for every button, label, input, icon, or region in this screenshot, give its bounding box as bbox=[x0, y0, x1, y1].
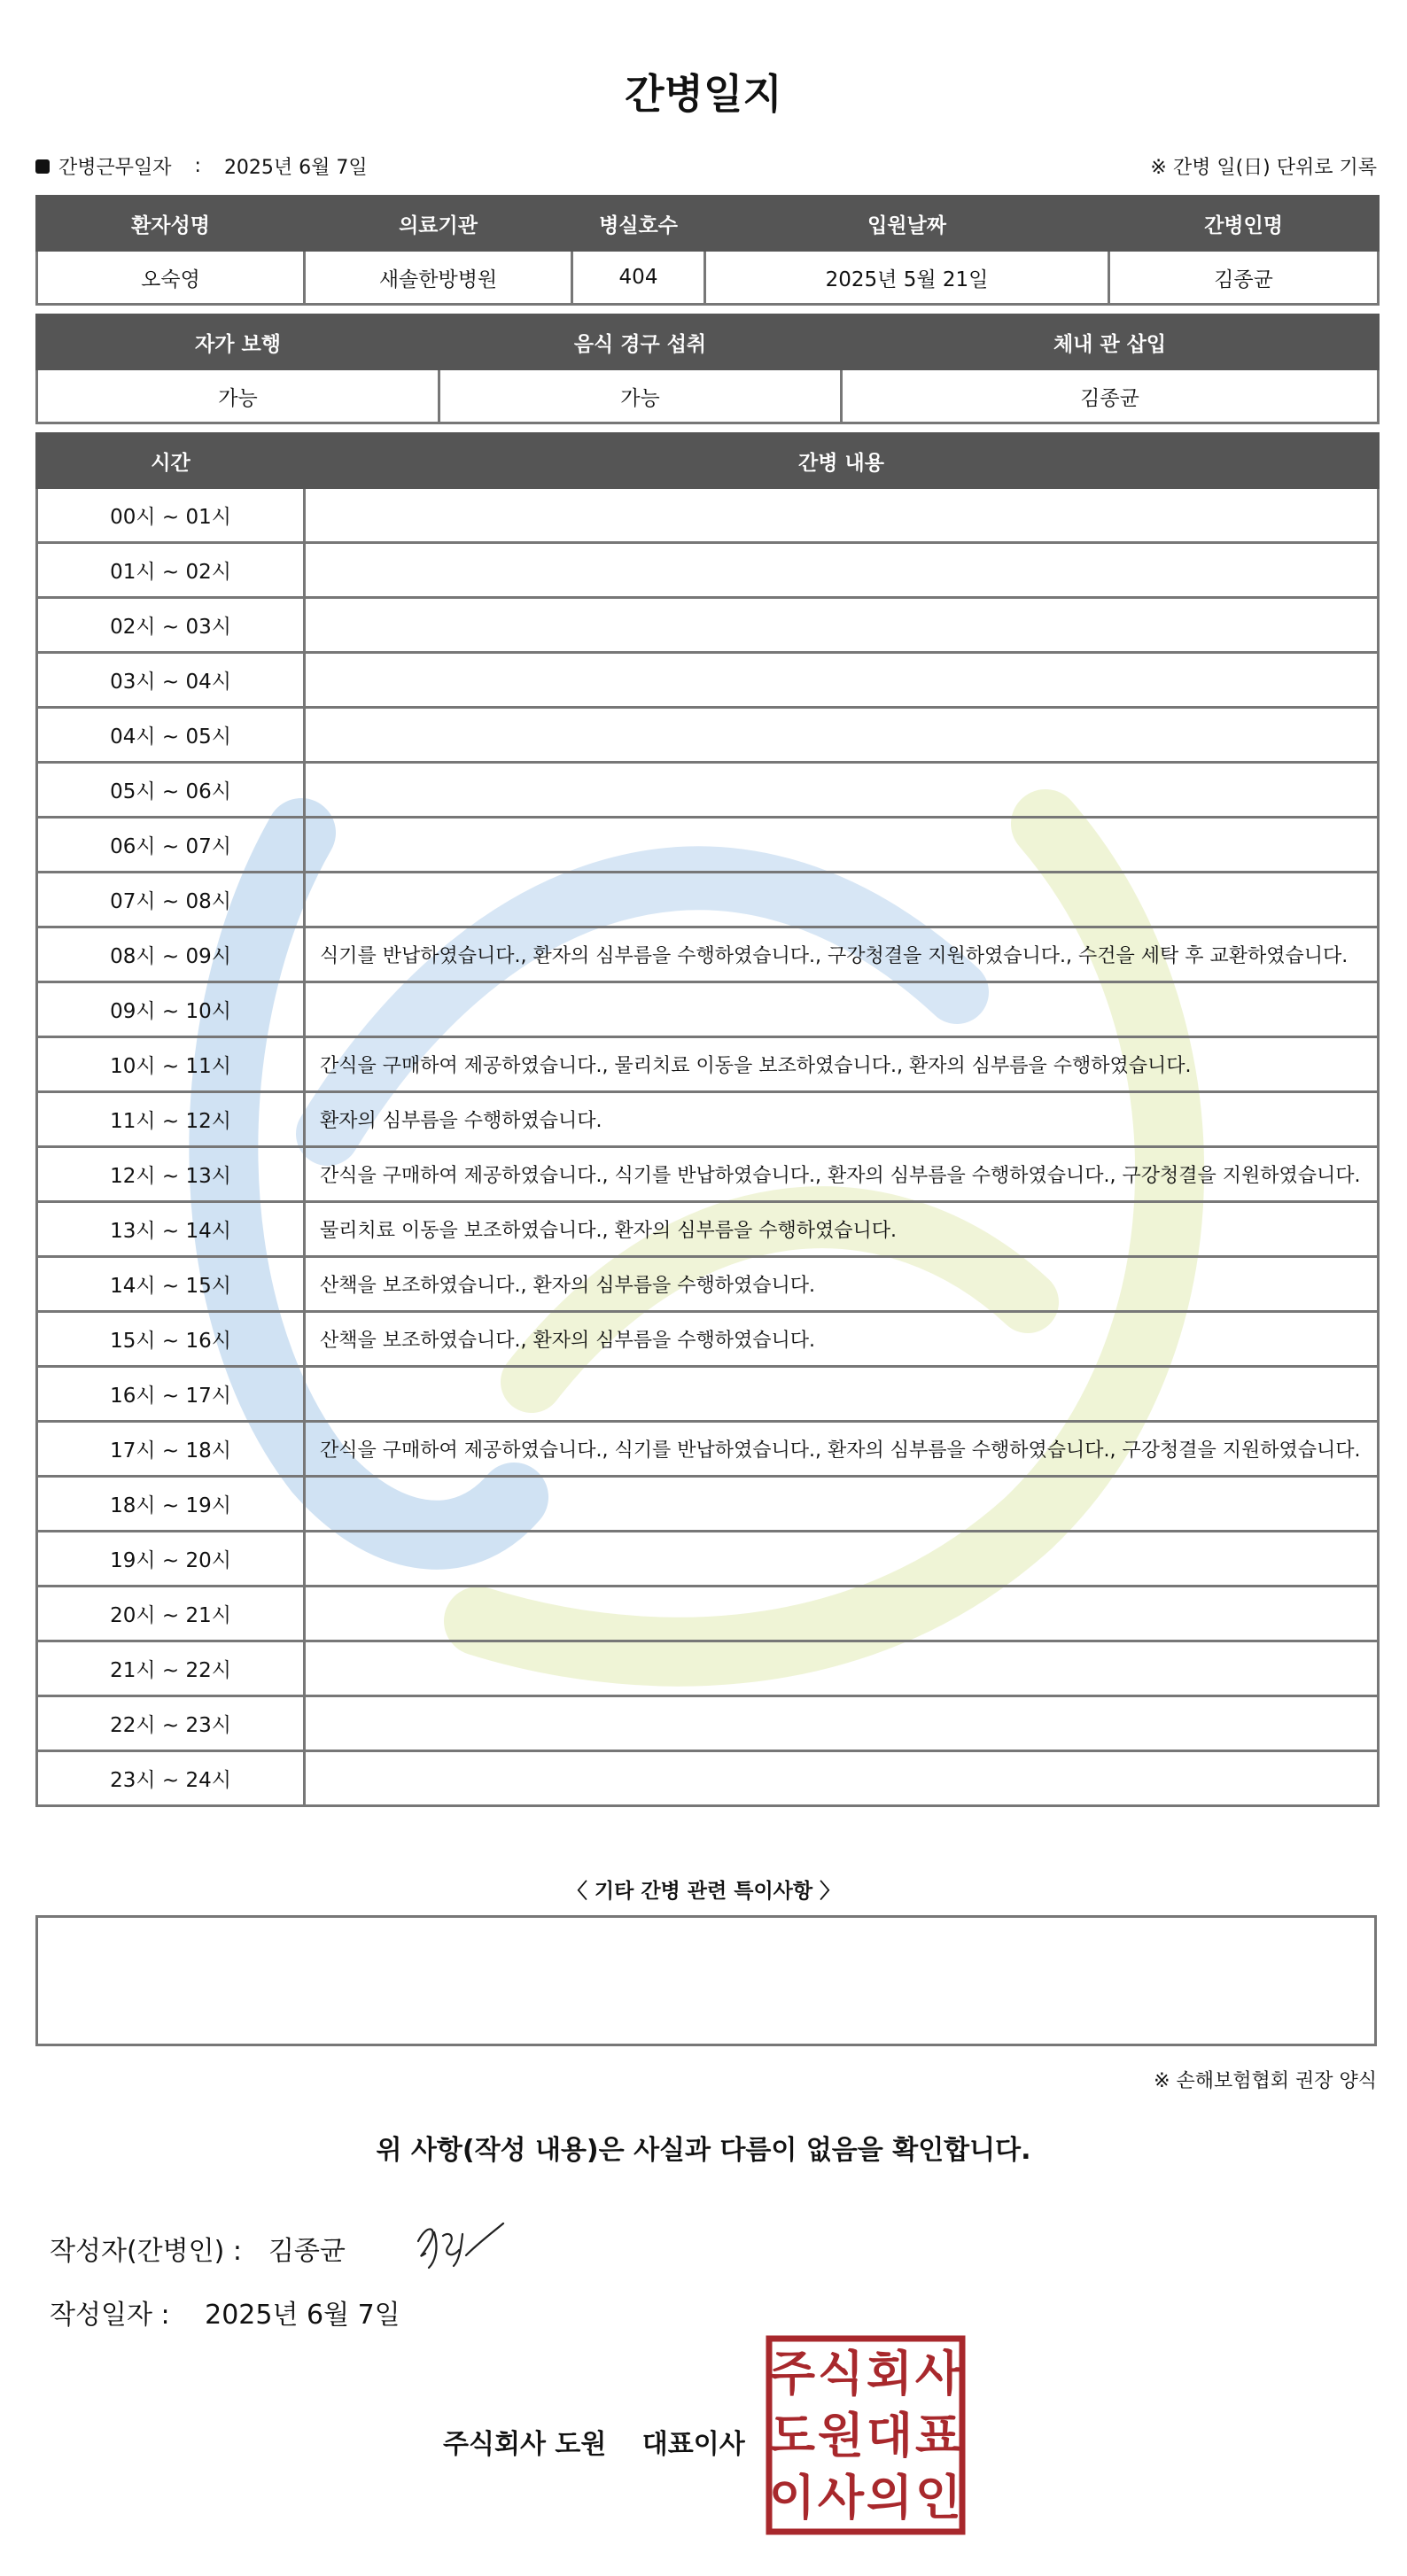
header-patient-name: 환자성명 bbox=[37, 197, 305, 251]
log-content bbox=[305, 873, 1379, 927]
log-header-row bbox=[37, 434, 1379, 488]
care-log-table bbox=[35, 432, 1380, 1807]
seal-character: 식 bbox=[817, 2346, 865, 2401]
seal-character: 대 bbox=[866, 2408, 913, 2463]
header-room: 병실호수 bbox=[572, 197, 705, 251]
recommend-note: ※ 손해보험협회 권장 양식 bbox=[1154, 2070, 1377, 2092]
oral-intake-status: 가능 bbox=[439, 369, 842, 423]
patient-info-table bbox=[35, 195, 1380, 306]
admission-date: 2025년 5월 21일 bbox=[705, 251, 1109, 305]
log-content bbox=[305, 708, 1379, 763]
status-header-row bbox=[37, 315, 1379, 369]
document-title: 간병일지 bbox=[625, 70, 782, 118]
log-time: 17시 ~ 18시 bbox=[37, 1422, 305, 1477]
log-row bbox=[37, 1202, 1379, 1257]
remarks-title: 〈 기타 간병 관련 특이사항 〉 bbox=[566, 1880, 841, 1903]
log-time: 12시 ~ 13시 bbox=[37, 1147, 305, 1202]
work-date-value: 2025년 6월 7일 bbox=[223, 157, 368, 179]
patient-header-row bbox=[37, 197, 1379, 251]
log-time: 22시 ~ 23시 bbox=[37, 1696, 305, 1751]
log-content: 물리치료 이동을 보조하였습니다., 환자의 심부름을 수행하였습니다. bbox=[305, 1202, 1379, 1257]
seal-character: 의 bbox=[866, 2470, 913, 2526]
patient-name: 오숙영 bbox=[37, 251, 305, 305]
log-content bbox=[305, 543, 1379, 598]
log-time: 15시 ~ 16시 bbox=[37, 1312, 305, 1367]
log-content: 산책을 보조하였습니다., 환자의 심부름을 수행하였습니다. bbox=[305, 1257, 1379, 1312]
company-name: 주식회사 도원 bbox=[443, 2429, 607, 2460]
header-time: 시간 bbox=[37, 434, 305, 488]
room-number: 404 bbox=[572, 251, 705, 305]
log-row bbox=[37, 1532, 1379, 1587]
work-date bbox=[35, 152, 368, 180]
log-row bbox=[37, 598, 1379, 653]
log-time: 09시 ~ 10시 bbox=[37, 982, 305, 1037]
log-time: 02시 ~ 03시 bbox=[37, 598, 305, 653]
log-content bbox=[305, 1641, 1379, 1696]
confirmation-statement: 위 사항(작성 내용)은 사실과 다름이 없음을 확인합니다. bbox=[376, 2135, 1031, 2166]
log-row bbox=[37, 1587, 1379, 1641]
log-time: 00시 ~ 01시 bbox=[37, 488, 305, 543]
log-row bbox=[37, 1257, 1379, 1312]
log-content: 환자의 심부름을 수행하였습니다. bbox=[305, 1092, 1379, 1147]
remarks-box bbox=[35, 1915, 1377, 2046]
log-content: 간식을 구매하여 제공하였습니다., 물리치료 이동을 보조하였습니다., 환자의 심부름을 수행하였습니다. bbox=[305, 1037, 1379, 1092]
unit-note: ※ 간병 일(日) 단위로 기록 bbox=[1150, 157, 1377, 179]
walking-status: 가능 bbox=[37, 369, 439, 423]
write-date-value: 2025년 6월 7일 bbox=[205, 2300, 400, 2331]
header-walking: 자가 보행 bbox=[37, 315, 439, 369]
log-content: 간식을 구매하여 제공하였습니다., 식기를 반납하였습니다., 환자의 심부름을 수행하였습니다., 구강청결을 지원하였습니다. bbox=[305, 1147, 1379, 1202]
header-care-content: 간병 내용 bbox=[305, 434, 1379, 488]
log-time: 03시 ~ 04시 bbox=[37, 653, 305, 708]
signature-image bbox=[408, 2215, 514, 2277]
log-row bbox=[37, 1367, 1379, 1422]
log-content bbox=[305, 1587, 1379, 1641]
log-row bbox=[37, 1477, 1379, 1532]
seal-character: 원 bbox=[817, 2408, 865, 2463]
seal-character: 도 bbox=[768, 2408, 816, 2463]
log-row bbox=[37, 1092, 1379, 1147]
log-time: 01시 ~ 02시 bbox=[37, 543, 305, 598]
log-content bbox=[305, 653, 1379, 708]
log-row bbox=[37, 488, 1379, 543]
log-row bbox=[37, 1037, 1379, 1092]
log-content bbox=[305, 982, 1379, 1037]
seal-character: 회 bbox=[866, 2346, 913, 2401]
log-content: 간식을 구매하여 제공하였습니다., 식기를 반납하였습니다., 환자의 심부름을 수행하였습니다., 구강청결을 지원하였습니다. bbox=[305, 1422, 1379, 1477]
patient-status-table bbox=[35, 314, 1380, 424]
log-content: 산책을 보조하였습니다., 환자의 심부름을 수행하였습니다. bbox=[305, 1312, 1379, 1367]
log-time: 04시 ~ 05시 bbox=[37, 708, 305, 763]
log-row bbox=[37, 1641, 1379, 1696]
header-hospital: 의료기관 bbox=[305, 197, 572, 251]
log-body bbox=[37, 488, 1379, 1806]
log-time: 08시 ~ 09시 bbox=[37, 927, 305, 982]
log-content: 식기를 반납하였습니다., 환자의 심부름을 수행하였습니다., 구강청결을 지원하였습니다., 수건을 세탁 후 교환하였습니다. bbox=[305, 927, 1379, 982]
log-content bbox=[305, 818, 1379, 873]
log-time: 20시 ~ 21시 bbox=[37, 1587, 305, 1641]
log-time: 16시 ~ 17시 bbox=[37, 1367, 305, 1422]
seal-character: 인 bbox=[914, 2470, 962, 2526]
status-value-row bbox=[37, 369, 1379, 423]
write-date-line bbox=[50, 2293, 400, 2332]
log-row bbox=[37, 543, 1379, 598]
log-row bbox=[37, 1147, 1379, 1202]
seal-character: 사 bbox=[817, 2470, 865, 2526]
header-admission-date: 입원날짜 bbox=[705, 197, 1109, 251]
log-time: 23시 ~ 24시 bbox=[37, 1751, 305, 1806]
log-content bbox=[305, 1532, 1379, 1587]
log-content bbox=[305, 488, 1379, 543]
log-content bbox=[305, 1751, 1379, 1806]
bullet-square-icon bbox=[35, 159, 50, 174]
ceo-title: 대표이사 bbox=[641, 2429, 745, 2460]
log-content bbox=[305, 763, 1379, 818]
log-row bbox=[37, 1422, 1379, 1477]
header-caregiver: 간병인명 bbox=[1109, 197, 1379, 251]
header-oral-intake: 음식 경구 섭취 bbox=[439, 315, 842, 369]
log-content bbox=[305, 1477, 1379, 1532]
log-content bbox=[305, 1696, 1379, 1751]
seal-character: 이 bbox=[768, 2470, 816, 2526]
log-row bbox=[37, 982, 1379, 1037]
caregiver-name: 김종균 bbox=[1109, 251, 1379, 305]
company-line bbox=[443, 2422, 745, 2461]
write-date-label: 작성일자 : bbox=[50, 2300, 170, 2331]
tube-insertion-status: 김종균 bbox=[842, 369, 1379, 423]
log-content bbox=[305, 598, 1379, 653]
log-row bbox=[37, 653, 1379, 708]
log-row bbox=[37, 708, 1379, 763]
writer-line bbox=[50, 2229, 346, 2268]
log-time: 14시 ~ 15시 bbox=[37, 1257, 305, 1312]
log-time: 13시 ~ 14시 bbox=[37, 1202, 305, 1257]
log-row bbox=[37, 927, 1379, 982]
log-row bbox=[37, 763, 1379, 818]
patient-value-row bbox=[37, 251, 1379, 305]
log-content bbox=[305, 1367, 1379, 1422]
log-time: 18시 ~ 19시 bbox=[37, 1477, 305, 1532]
work-date-colon: : bbox=[194, 155, 201, 177]
header-tube-insertion: 체내 관 삽입 bbox=[842, 315, 1379, 369]
log-time: 11시 ~ 12시 bbox=[37, 1092, 305, 1147]
log-row bbox=[37, 1696, 1379, 1751]
log-row bbox=[37, 1312, 1379, 1367]
log-time: 10시 ~ 11시 bbox=[37, 1037, 305, 1092]
writer-label: 작성자(간병인) : bbox=[50, 2236, 242, 2267]
writer-name: 김종균 bbox=[268, 2236, 346, 2267]
log-time: 07시 ~ 08시 bbox=[37, 873, 305, 927]
seal-character: 사 bbox=[914, 2346, 962, 2401]
seal-character: 주 bbox=[768, 2346, 816, 2401]
log-time: 06시 ~ 07시 bbox=[37, 818, 305, 873]
log-time: 21시 ~ 22시 bbox=[37, 1641, 305, 1696]
company-seal-stamp bbox=[766, 2335, 966, 2535]
work-date-label: 간병근무일자 bbox=[58, 157, 172, 179]
log-row bbox=[37, 818, 1379, 873]
log-time: 19시 ~ 20시 bbox=[37, 1532, 305, 1587]
seal-character: 표 bbox=[914, 2408, 962, 2463]
log-row bbox=[37, 873, 1379, 927]
log-time: 05시 ~ 06시 bbox=[37, 763, 305, 818]
log-row bbox=[37, 1751, 1379, 1806]
hospital-name: 새솔한방병원 bbox=[305, 251, 572, 305]
